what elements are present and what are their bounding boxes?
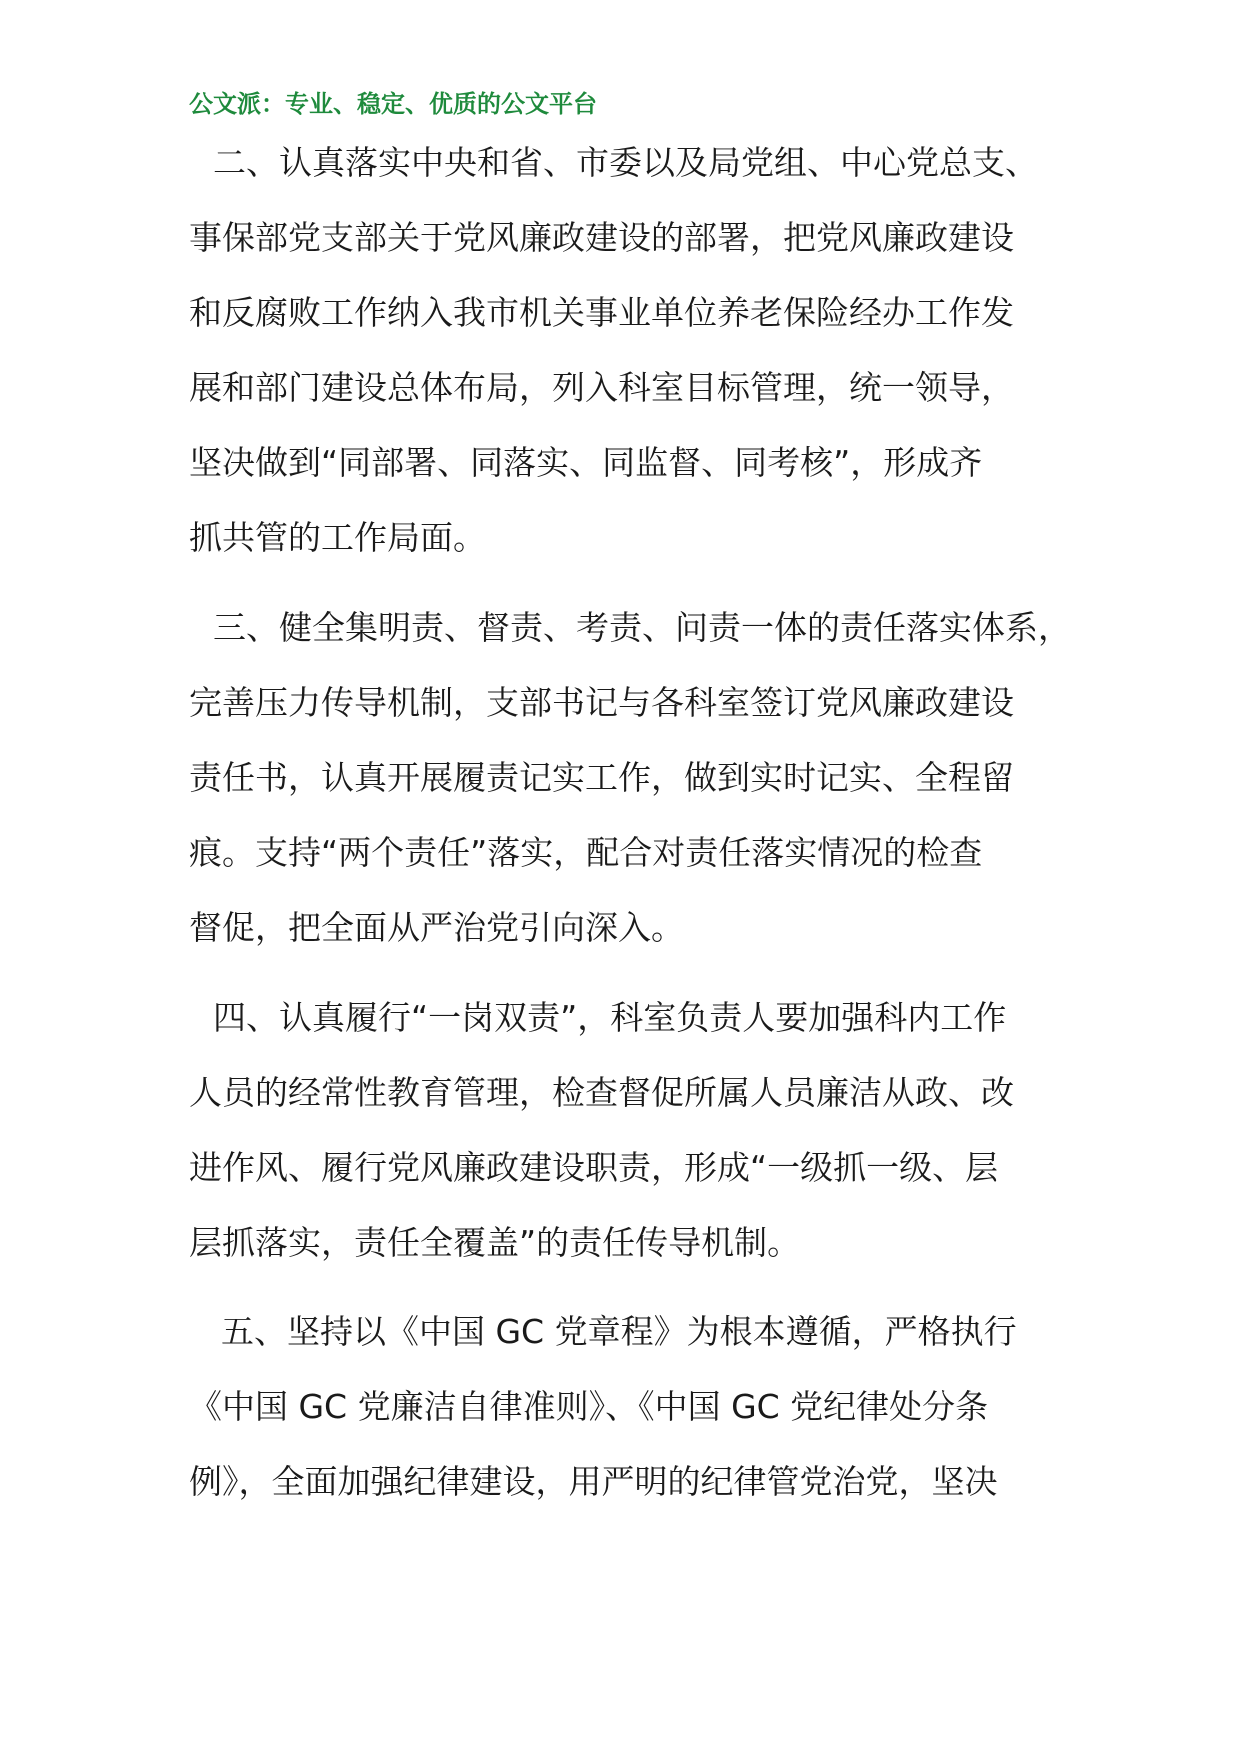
header-banner: 公文派：专业、稳定、优质的公文平台 [189, 90, 597, 118]
text-line: 展和部门建设总体布局，列入科室目标管理，统一领导， [189, 368, 1014, 407]
text-line: 抓共管的工作局面。 [189, 518, 486, 557]
paragraph-2 [189, 125, 1089, 575]
text-line: 坚决做到“同部署、同落实、同监督、同考核”，形成齐 [189, 443, 983, 482]
paragraph-3 [189, 590, 1089, 965]
text-line: 完善压力传导机制，支部书记与各科室签订党风廉政建设 [189, 683, 1014, 722]
paragraph-4 [189, 980, 1089, 1280]
text-line: 三、健全集明责、督责、考责、问责一体的责任落实体系， [213, 608, 1071, 647]
text-line: 进作风、履行党风廉政建设职责，形成“一级抓一级、层 [189, 1148, 999, 1187]
text-line: 五、坚持以《中国 GC 党章程》为根本遵循，严格执行 [221, 1312, 1017, 1351]
text-line: 督促，把全面从严治党引向深入。 [189, 908, 684, 947]
text-line: 《中国 GC 党廉洁自律准则》、《中国 GC 党纪律处分条 [189, 1387, 989, 1426]
text-line: 层抓落实，责任全覆盖”的责任传导机制。 [189, 1223, 801, 1262]
text-line: 四、认真履行“一岗双责”，科室负责人要加强科内工作 [213, 998, 1007, 1037]
text-line: 事保部党支部关于党风廉政建设的部署，把党风廉政建设 [189, 218, 1014, 257]
text-line: 责任书，认真开展履责记实工作，做到实时记实、全程留 [189, 758, 1014, 797]
text-line: 痕。支持“两个责任”落实，配合对责任落实情况的检查 [189, 833, 983, 872]
text-line: 例》，全面加强纪律建设，用严明的纪律管党治党，坚决 [189, 1462, 998, 1501]
text-line: 和反腐败工作纳入我市机关事业单位养老保险经办工作发 [189, 293, 1014, 332]
text-line: 人员的经常性教育管理，检查督促所属人员廉洁从政、改 [189, 1073, 1014, 1112]
text-line: 二、认真落实中央和省、市委以及局党组、中心党总支、 [213, 143, 1038, 182]
paragraph-5 [189, 1294, 1089, 1519]
